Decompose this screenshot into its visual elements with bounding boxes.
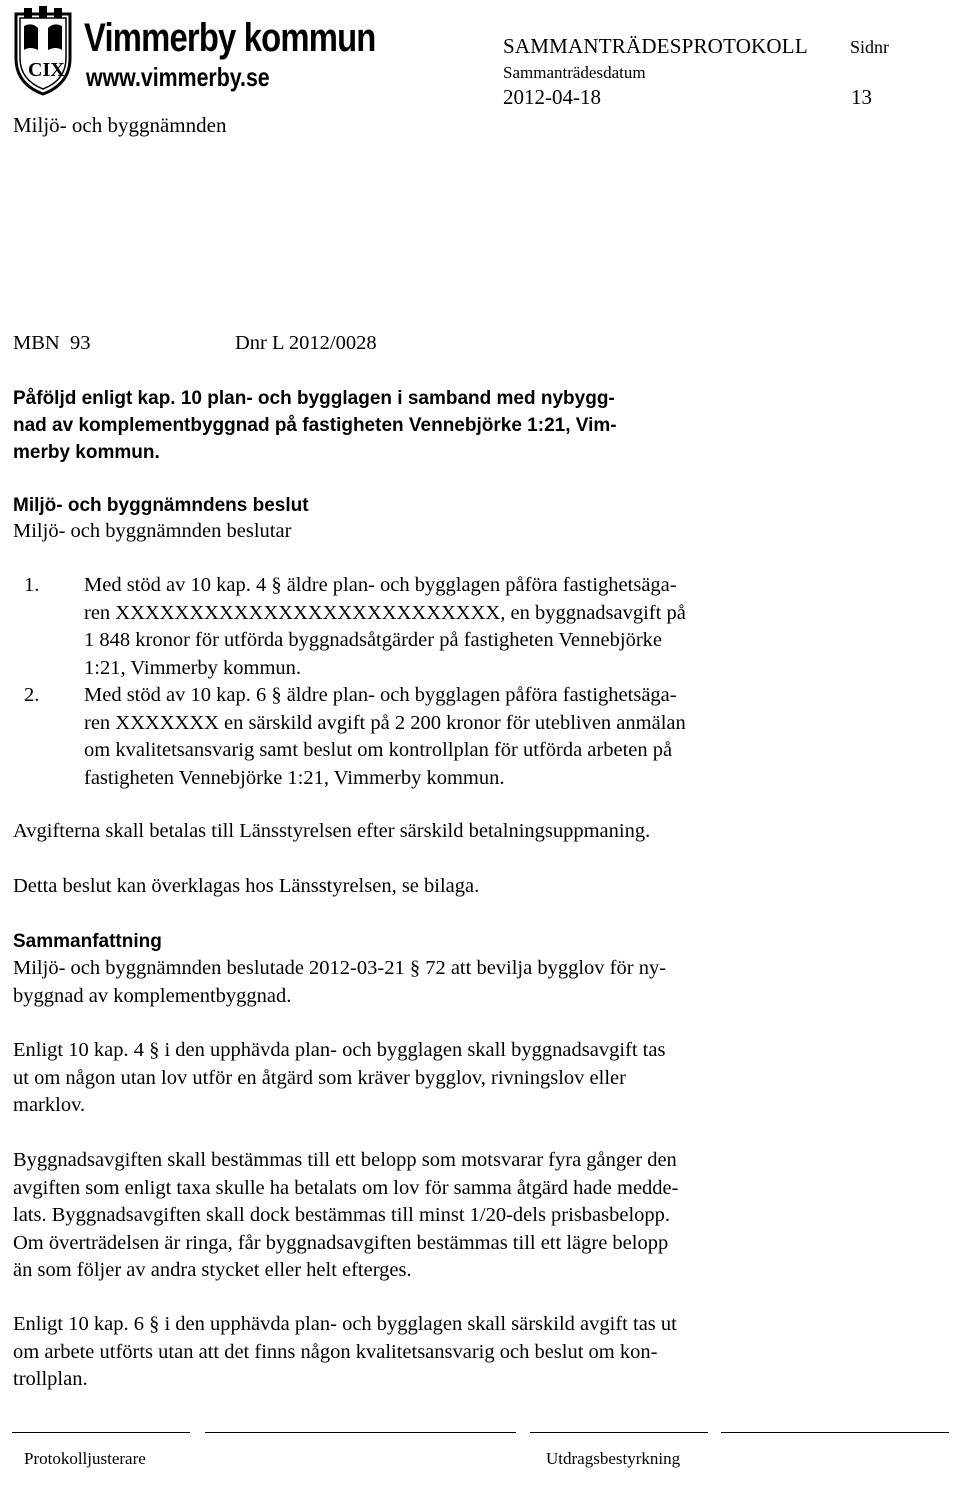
case-title-line: nad av komplementbyggnad på fastigheten Vennebjörke 1:21, Vim- [13, 415, 617, 436]
appeal-note: Detta beslut kan överklagas hos Länsstyrelsen, se bilaga. [13, 875, 480, 897]
payment-note: Avgifterna skall betalas till Länsstyrelsen efter särskild betalningsuppmaning. [13, 820, 651, 842]
document-type: SAMMANTRÄDESPROTOKOLL [503, 34, 808, 58]
page-number: 13 [851, 85, 872, 109]
decision-item [84, 682, 686, 792]
case-title [13, 385, 617, 466]
summary-line: Enligt 10 kap. 4 § i den upphävda plan- och bygglagen skall byggnadsavgift tas [13, 1039, 666, 1061]
meeting-date: 2012-04-18 [503, 85, 601, 109]
case-title-line: merby kommun. [13, 442, 160, 463]
decision-item-line: fastigheten Vennebjörke 1:21, Vimmerby kommun. [84, 766, 505, 789]
summary-paragraph [13, 955, 666, 1010]
svg-text:CIX: CIX [28, 59, 65, 81]
signature-line [721, 1432, 949, 1433]
municipal-crest-icon [10, 6, 76, 98]
logo-url: www.vimmerby.se [86, 62, 270, 92]
decision-item-line: ren XXXXXXX en särskild avgift på 2 200 kronor för utebliven anmälan [84, 711, 686, 734]
summary-line: ut om någon utan lov utför en åtgärd som kräver bygglov, rivningslov eller [13, 1066, 626, 1089]
summary-line: lats. Byggnadsavgiften skall dock bestämmas till minst 1/20-dels prisbasbelopp. [13, 1204, 671, 1226]
decision-item-line: 1 848 kronor för utförda byggnadsåtgärder på fastigheten Vennebjörke [84, 629, 662, 651]
decision-item-line: Med stöd av 10 kap. 6 § äldre plan- och bygglagen påföra fastighetsäga- [84, 684, 677, 706]
signature-line [530, 1432, 708, 1433]
decision-item-line: Med stöd av 10 kap. 4 § äldre plan- och bygglagen påföra fastighetsäga- [84, 574, 677, 596]
decision-item-line: om kvalitetsansvarig samt beslut om kontrollplan för utförda arbeten på [84, 739, 673, 761]
page-number-label: Sidnr [850, 37, 890, 57]
case-title-line: Påföljd enligt kap. 10 plan- och bygglagen i samband med nybygg- [13, 388, 615, 409]
summary-line: marklov. [13, 1094, 86, 1116]
case-diary-number: Dnr L 2012/0028 [235, 332, 377, 354]
summary-line: Miljö- och byggnämnden beslutade 2012-03-21 § 72 att bevilja bygglov för ny- [13, 957, 667, 979]
summary-paragraph [13, 1147, 678, 1285]
summary-line: Om överträdelsen är ringa, får byggnadsavgiften bestämmas till ett lägre belopp [13, 1231, 669, 1254]
decision-item-line: 1:21, Vimmerby kommun. [84, 656, 302, 679]
summary-line: avgiften som enligt taxa skulle ha betalats om lov för samma åtgärd hade medde- [13, 1176, 679, 1199]
footer-certification-label: Utdragsbestyrkning [546, 1449, 681, 1468]
logo-name: Vimmerby kommun [84, 16, 376, 60]
summary-line: byggnad av komplementbyggnad. [13, 984, 292, 1007]
summary-heading: Sammanfattning [13, 931, 162, 952]
decision-item [84, 572, 686, 682]
summary-line: än som följer av andra stycket eller helt efterges. [13, 1259, 412, 1281]
summary-line: trollplan. [13, 1368, 88, 1390]
signature-line [12, 1432, 190, 1433]
summary-paragraph [13, 1311, 677, 1394]
signature-line [205, 1432, 516, 1433]
decision-heading: Miljö- och byggnämndens beslut [13, 495, 309, 516]
meeting-date-label: Sammanträdesdatum [503, 63, 646, 82]
committee-name: Miljö- och byggnämnden [13, 113, 227, 137]
footer-adjuster-label: Protokolljusterare [24, 1449, 146, 1468]
decision-intro: Miljö- och byggnämnden beslutar [13, 520, 292, 542]
case-paragraph-number: MBN 93 [13, 332, 91, 354]
summary-line: Byggnadsavgiften skall bestämmas till ett belopp som motsvarar fyra gånger den [13, 1149, 677, 1171]
decision-item-line: ren XXXXXXXXXXXXXXXXXXXXXXXXXX, en byggnadsavgift på [84, 601, 686, 624]
decision-item-number: 2. [24, 684, 40, 706]
summary-paragraph [13, 1037, 665, 1120]
summary-line: om arbete utförts utan att det finns någon kvalitetsansvarig och beslut om kon- [13, 1340, 658, 1363]
decision-item-number: 1. [24, 574, 40, 596]
summary-line: Enligt 10 kap. 6 § i den upphävda plan- och bygglagen skall särskild avgift tas ut [13, 1313, 677, 1335]
